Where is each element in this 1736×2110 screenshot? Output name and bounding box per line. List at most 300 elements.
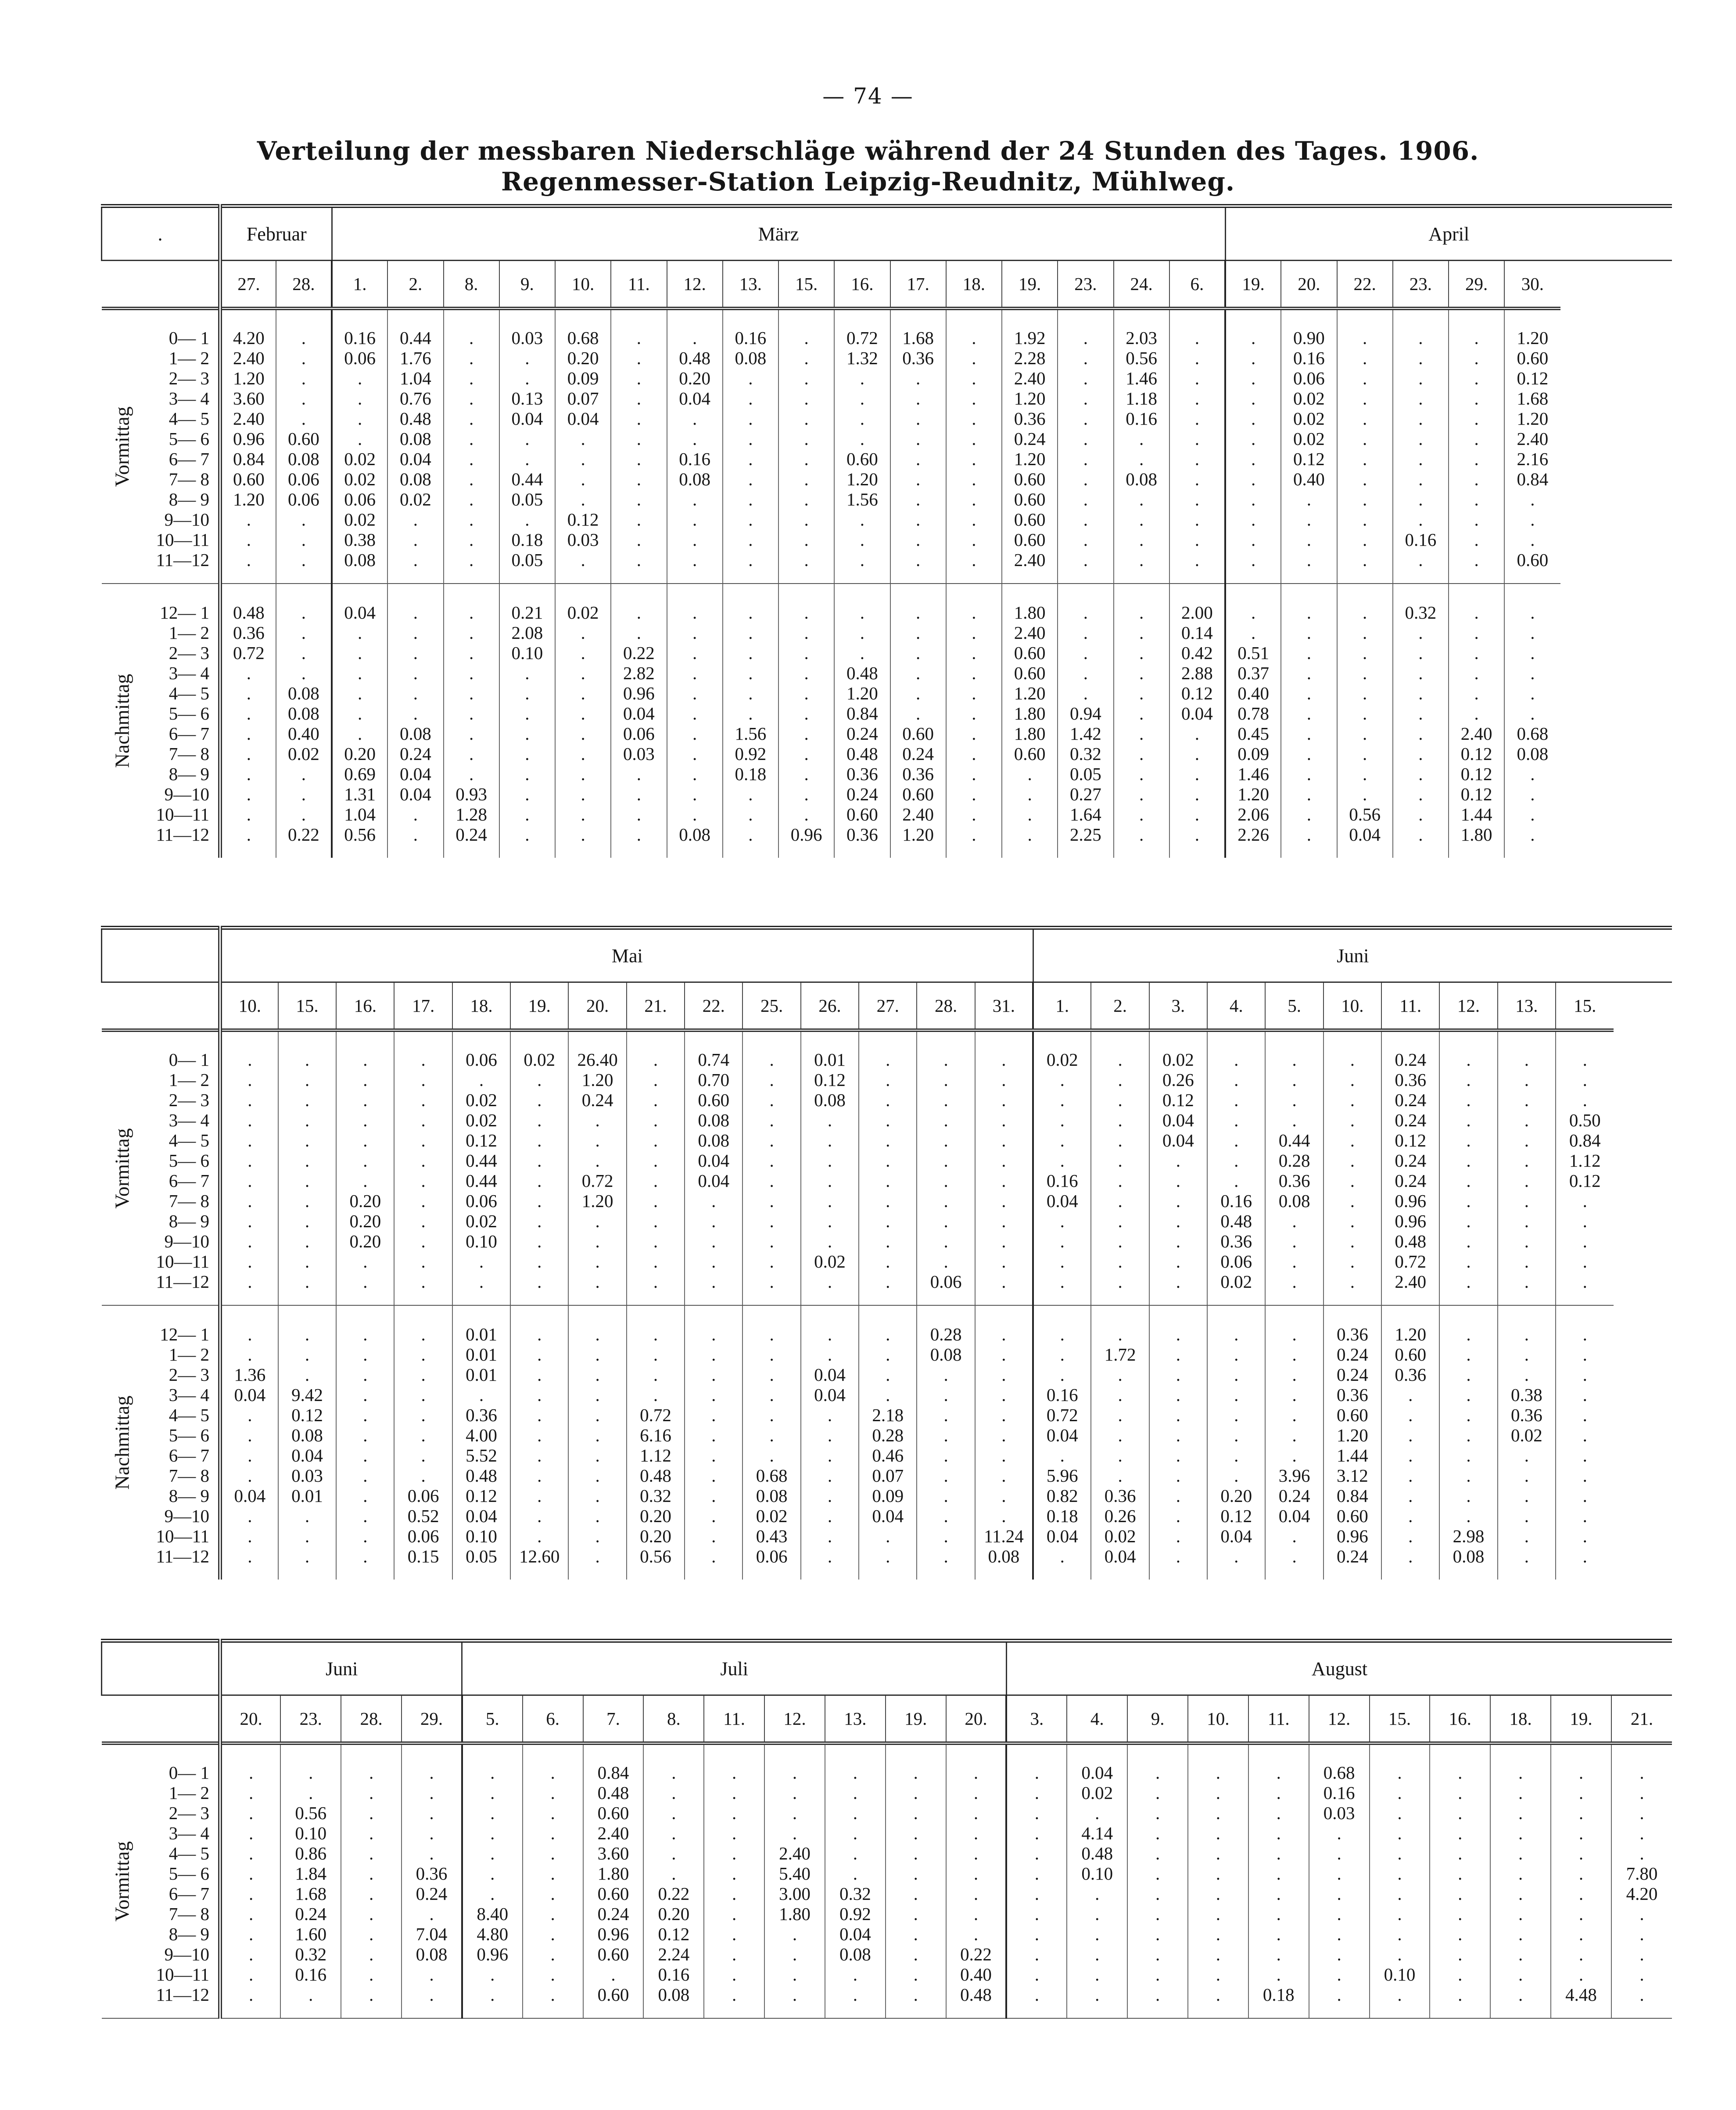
precipitation-value: . [886,1070,890,1090]
precipitation-value: . [1060,1445,1065,1465]
precipitation-value: . [732,1904,737,1924]
precipitation-value: . [1251,368,1256,388]
precipitation-value: . [369,1985,374,2005]
precipitation-value: . [1408,1546,1413,1566]
precipitation-value: 0.36 [846,764,878,784]
precipitation-value: . [1337,1843,1341,1863]
precipitation-value: 0.20 [344,744,376,764]
precipitation-value: 2.40 [1014,550,1046,570]
precipitation-value: . [301,804,306,824]
precipitation-value: . [537,1425,542,1445]
precipitation-value: 0.36 [1220,1231,1252,1251]
precipitation-value: . [792,1944,797,1964]
precipitation-value: . [1194,764,1199,784]
precipitation-value: . [804,683,809,703]
day-header: 15. [278,982,336,1031]
day-header: 3. [1006,1695,1067,1744]
precipitation-value: . [1474,429,1479,449]
precipitation-value: . [1306,703,1311,724]
precipitation-value: 0.40 [1293,469,1325,489]
precipitation-value: . [972,328,976,348]
hour-label-cell [102,308,220,584]
precipitation-value: . [358,683,362,703]
day-values-cell [1556,1305,1614,1580]
hour-range: 3— 4 [169,663,209,683]
precipitation-value: 0.02 [400,489,431,509]
day-header: 15. [778,261,834,309]
precipitation-value: 1.20 [1014,388,1046,408]
precipitation-value: . [973,1884,979,1904]
precipitation-value: . [1001,1090,1006,1110]
precipitation-value: 1.20 [233,489,265,509]
precipitation-value: . [305,1324,310,1344]
precipitation-value: 1.20 [902,824,934,845]
precipitation-value: . [916,550,921,570]
precipitation-value: . [692,784,697,804]
precipitation-value: . [550,1944,555,1964]
precipitation-value: . [804,530,809,550]
precipitation-value: . [711,1272,716,1292]
precipitation-value: 0.36 [1337,1385,1368,1405]
precipitation-value: . [249,1985,254,2005]
precipitation-value: 2.08 [511,623,543,643]
precipitation-value: 1.68 [295,1884,327,1904]
precipitation-value: 0.04 [1162,1110,1194,1130]
day-header: 10. [1324,982,1381,1031]
precipitation-value: . [943,1110,948,1130]
precipitation-value: . [363,1465,368,1486]
precipitation-value: . [1034,1823,1040,1843]
precipitation-value: . [363,1365,368,1385]
precipitation-value: . [769,1324,774,1344]
precipitation-value: . [853,1783,857,1803]
precipitation-value: . [369,1964,374,1985]
precipitation-value: . [1363,429,1367,449]
precipitation-value: 0.72 [1046,1405,1078,1425]
precipitation-value: . [1155,1924,1160,1944]
precipitation-value: . [247,1445,252,1465]
precipitation-value: . [469,602,474,623]
precipitation-value: 0.03 [291,1465,323,1486]
precipitation-value: 0.36 [1337,1324,1368,1344]
vormittag-label: Vormittag [111,1128,133,1209]
precipitation-value: . [1350,1110,1355,1130]
precipitation-value: . [1363,348,1367,368]
precipitation-value: 0.12 [466,1130,497,1150]
precipitation-value: . [1034,1944,1040,1964]
precipitation-value: . [537,1211,542,1231]
hour-range: 10—11 [156,530,209,550]
precipitation-value: . [1397,1803,1402,1823]
precipitation-value: . [581,663,585,683]
precipitation-value: . [1083,368,1088,388]
precipitation-value: . [1418,724,1423,744]
precipitation-value: . [469,449,474,469]
precipitation-value: . [249,1884,254,1904]
vormittag-label: Vormittag [111,406,133,487]
precipitation-value: . [469,489,474,509]
precipitation-value: . [827,1130,832,1150]
precipitation-value: . [247,1150,252,1171]
day-header: 12. [1309,1695,1370,1744]
precipitation-value: . [1060,1272,1065,1292]
precipitation-value: . [1194,784,1199,804]
precipitation-value: . [249,1964,254,1985]
precipitation-value: 0.42 [1181,643,1213,663]
precipitation-value: . [611,1964,616,1985]
precipitation-value: 0.02 [567,602,599,623]
precipitation-value: . [769,1130,774,1150]
precipitation-value: . [413,623,418,643]
precipitation-value: 0.12 [1460,764,1492,784]
day-values-cell [1033,1030,1091,1305]
precipitation-value: 0.48 [640,1465,671,1486]
precipitation-value: . [490,1884,495,1904]
precipitation-value: 1.44 [1460,804,1492,824]
precipitation-value: 0.48 [1220,1211,1252,1231]
precipitation-value: . [249,1944,254,1964]
precipitation-value: . [1095,1985,1100,2005]
precipitation-value: 0.04 [814,1365,846,1385]
precipitation-value: . [1139,429,1144,449]
precipitation-value: 0.13 [511,388,543,408]
precipitation-value: . [769,1150,774,1171]
precipitation-value: . [972,724,976,744]
precipitation-value: . [653,1050,658,1070]
precipitation-value: . [1001,1324,1006,1344]
precipitation-value: . [1578,1763,1584,1783]
precipitation-value: . [1276,1964,1281,1985]
precipitation-value: 0.24 [902,744,934,764]
precipitation-value: . [1292,1050,1297,1070]
precipitation-value: . [1276,1884,1281,1904]
hour-range: 5— 6 [169,429,209,449]
vormittag-row [102,1743,1672,2018]
precipitation-value: 0.90 [1293,328,1325,348]
precipitation-value: . [1083,643,1088,663]
precipitation-value: 1.60 [295,1924,327,1944]
day-header: 19. [1002,261,1058,309]
precipitation-value: . [1194,744,1199,764]
precipitation-value: . [469,744,474,764]
precipitation-value: . [769,1050,774,1070]
precipitation-value: . [1251,348,1256,368]
precipitation-value: . [886,1191,890,1211]
precipitation-value: . [1001,1272,1006,1292]
day-values-cell [667,584,723,858]
hour-range: 6— 7 [169,1884,209,1904]
precipitation-value: . [1292,1251,1297,1272]
precipitation-value: . [692,489,697,509]
precipitation-value: . [469,429,474,449]
precipitation-value: . [1518,1904,1523,1924]
precipitation-value: . [636,623,641,643]
precipitation-value: . [363,1344,368,1365]
precipitation-value: . [413,602,418,623]
precipitation-value: . [246,509,251,530]
precipitation-value: 0.16 [1405,530,1437,550]
hour-range: 8— 9 [169,1486,209,1506]
precipitation-value: . [1474,348,1479,368]
precipitation-value: . [804,744,809,764]
day-values-cell [723,584,778,858]
precipitation-value: . [886,1251,890,1272]
precipitation-value: 3.60 [597,1843,629,1863]
precipitation-value: 0.16 [1220,1191,1252,1211]
day-values-cell [583,1743,644,2018]
precipitation-value: . [1234,1110,1239,1130]
precipitation-value: . [1216,1985,1221,2005]
precipitation-value: . [1001,1251,1006,1272]
precipitation-value: . [916,530,921,550]
precipitation-value: . [692,328,697,348]
precipitation-value: . [1095,1964,1100,1985]
precipitation-value: 1.84 [295,1863,327,1884]
precipitation-value: 0.68 [567,328,599,348]
hour-range: 6— 7 [169,1171,209,1191]
precipitation-value: . [1118,1425,1123,1445]
precipitation-value: . [1582,1272,1587,1292]
day-values-cell [402,1743,462,2018]
precipitation-value: . [1276,1763,1281,1783]
precipitation-value: . [711,1324,716,1344]
precipitation-value: . [1530,804,1535,824]
precipitation-value: 2.00 [1181,602,1213,623]
day-values-cell [332,584,387,858]
hour-range: 8— 9 [169,1211,209,1231]
precipitation-value: . [358,663,362,683]
precipitation-value: . [595,1506,600,1526]
precipitation-value: . [1139,602,1144,623]
precipitation-value: . [860,429,864,449]
precipitation-value: . [972,489,976,509]
day-values-cell [555,584,611,858]
precipitation-value: 1.20 [846,683,878,703]
precipitation-value: 4.00 [466,1425,497,1445]
precipitation-value: . [247,1465,252,1486]
precipitation-value: 1.44 [1337,1445,1368,1465]
day-header: 8. [444,261,499,309]
precipitation-value: . [748,429,753,449]
precipitation-value: . [827,1231,832,1251]
corner-cell: . [102,206,220,261]
precipitation-value: . [1518,1924,1523,1944]
precipitation-value: . [748,509,753,530]
precipitation-value: . [827,1324,832,1344]
precipitation-value: . [1001,1211,1006,1231]
precipitation-value: 4.80 [477,1924,509,1944]
precipitation-value: 0.08 [288,703,319,724]
precipitation-value: . [943,1191,948,1211]
precipitation-value: 0.20 [349,1211,381,1231]
day-values-cell [341,1743,402,2018]
day-header: 2. [387,261,443,309]
precipitation-value: . [421,1130,426,1150]
precipitation-value: 0.60 [597,1944,629,1964]
precipitation-value: 0.03 [567,530,599,550]
precipitation-value: . [469,509,474,530]
day-header: 13. [723,261,778,309]
day-values-cell [1551,1743,1611,2018]
precipitation-value: . [804,348,809,368]
day-header-row [102,1695,1672,1744]
precipitation-value: 0.09 [1237,744,1269,764]
precipitation-value: . [1524,1465,1529,1486]
precipitation-value: . [1276,1803,1281,1823]
day-values-cell [1207,1030,1265,1305]
table-block-2 [101,926,1672,1580]
day-values-cell [499,584,555,858]
precipitation-value: 0.37 [1237,663,1269,683]
day-header: 24. [1114,261,1169,309]
precipitation-value: 0.60 [846,804,878,824]
precipitation-value: . [1234,1365,1239,1385]
day-header: 29. [1449,261,1504,309]
precipitation-value: . [1027,764,1032,784]
day-values-cell [510,1030,568,1305]
precipitation-value: . [249,1763,254,1783]
precipitation-value: . [305,1110,310,1130]
precipitation-value: . [943,1506,948,1526]
precipitation-value: . [653,1272,658,1292]
precipitation-value: . [972,824,976,845]
precipitation-value: . [653,1171,658,1191]
precipitation-value: 0.02 [756,1506,788,1526]
precipitation-value: . [537,1070,542,1090]
precipitation-value: . [769,1405,774,1425]
precipitation-value: . [1083,663,1088,683]
day-values-cell [946,584,1002,858]
hour-range: 2— 3 [169,1803,209,1823]
precipitation-value: 1.32 [846,348,878,368]
precipitation-value: . [1194,328,1199,348]
precipitation-value: 0.08 [735,348,767,368]
precipitation-value: . [636,602,641,623]
precipitation-value: 0.02 [344,469,376,489]
precipitation-value: . [1458,1803,1463,1823]
precipitation-value: . [1292,1425,1297,1445]
precipitation-value: . [363,1445,368,1465]
precipitation-value: 0.12 [1220,1506,1252,1526]
precipitation-value: . [595,1324,600,1344]
day-header: 13. [1498,982,1556,1031]
precipitation-value: . [1639,1904,1644,1924]
precipitation-value: . [1524,1171,1529,1191]
precipitation-value: . [469,550,474,570]
precipitation-value: . [804,388,809,408]
precipitation-value: 0.36 [902,764,934,784]
precipitation-value: . [1363,489,1367,509]
precipitation-value: 0.12 [1293,449,1325,469]
precipitation-value: 2.40 [1014,623,1046,643]
precipitation-value: . [1139,744,1144,764]
precipitation-value: . [692,663,697,683]
precipitation-value: 0.24 [416,1884,448,1904]
precipitation-value: . [1176,1385,1181,1405]
precipitation-value: . [537,1526,542,1546]
precipitation-value: . [1306,744,1311,764]
precipitation-value: . [973,1783,979,1803]
precipitation-value: 5.52 [466,1445,497,1465]
precipitation-value: . [301,550,306,570]
precipitation-value: 0.03 [511,328,543,348]
day-values-cell [1058,308,1113,584]
month-header-row [102,206,1672,261]
precipitation-value: 0.01 [466,1344,497,1365]
precipitation-value: 0.16 [1126,408,1157,429]
precipitation-value: . [827,1191,832,1211]
precipitation-value: . [421,1344,426,1365]
precipitation-value: . [972,408,976,429]
precipitation-value: . [429,1763,434,1783]
precipitation-value: 0.12 [658,1924,690,1944]
title-line-2: Regenmesser-Station Leipzig-Reudnitz, Mühlweg. [501,167,1235,197]
precipitation-value: 0.07 [872,1465,904,1486]
precipitation-value: 0.05 [466,1546,497,1566]
precipitation-value: . [1578,1884,1584,1904]
precipitation-value: 0.04 [698,1171,730,1191]
day-values-cell [220,584,276,858]
precipitation-value: . [1034,1985,1040,2005]
precipitation-value: . [421,1070,426,1090]
precipitation-value: 1.92 [1014,328,1046,348]
precipitation-value: . [972,449,976,469]
precipitation-value: 0.24 [597,1904,629,1924]
precipitation-value: . [525,744,530,764]
day-values-cell [1127,1743,1188,2018]
precipitation-value: . [1466,1445,1471,1465]
precipitation-value: 1.80 [597,1863,629,1884]
precipitation-value: . [916,449,921,469]
day-header: 10. [220,982,278,1031]
precipitation-value: . [1350,1231,1355,1251]
precipitation-value: . [916,643,921,663]
precipitation-value: . [1234,1465,1239,1486]
precipitation-value: . [769,1231,774,1251]
day-header: 17. [890,261,946,309]
day-values-cell [946,308,1002,584]
precipitation-value: . [827,1110,832,1130]
precipitation-value: 0.84 [846,703,878,724]
precipitation-value: . [1466,1486,1471,1506]
precipitation-value: . [804,643,809,663]
precipitation-value: . [827,1486,832,1506]
precipitation-value: . [247,1070,252,1090]
month-header: Juni [220,1641,462,1695]
precipitation-value: . [1216,1944,1221,1964]
precipitation-value: . [943,1130,948,1150]
precipitation-value: . [1474,408,1479,429]
precipitation-value: . [363,1526,368,1546]
precipitation-value: 2.16 [1517,449,1549,469]
precipitation-value: . [1474,449,1479,469]
precipitation-value: . [581,623,585,643]
precipitation-value: . [748,663,753,683]
precipitation-value: . [363,1405,368,1425]
precipitation-value: . [1524,1050,1529,1070]
precipitation-value: . [1582,1070,1587,1090]
precipitation-value: . [973,1823,979,1843]
precipitation-value: . [1194,489,1199,509]
precipitation-value: . [1466,1231,1471,1251]
day-header: 11. [704,1695,764,1744]
precipitation-value: 2.40 [902,804,934,824]
day-values-cell [1309,1743,1370,2018]
precipitation-value: . [537,1344,542,1365]
precipitation-value: . [1060,1251,1065,1272]
day-values-cell [1381,1305,1439,1580]
precipitation-value: . [1139,683,1144,703]
